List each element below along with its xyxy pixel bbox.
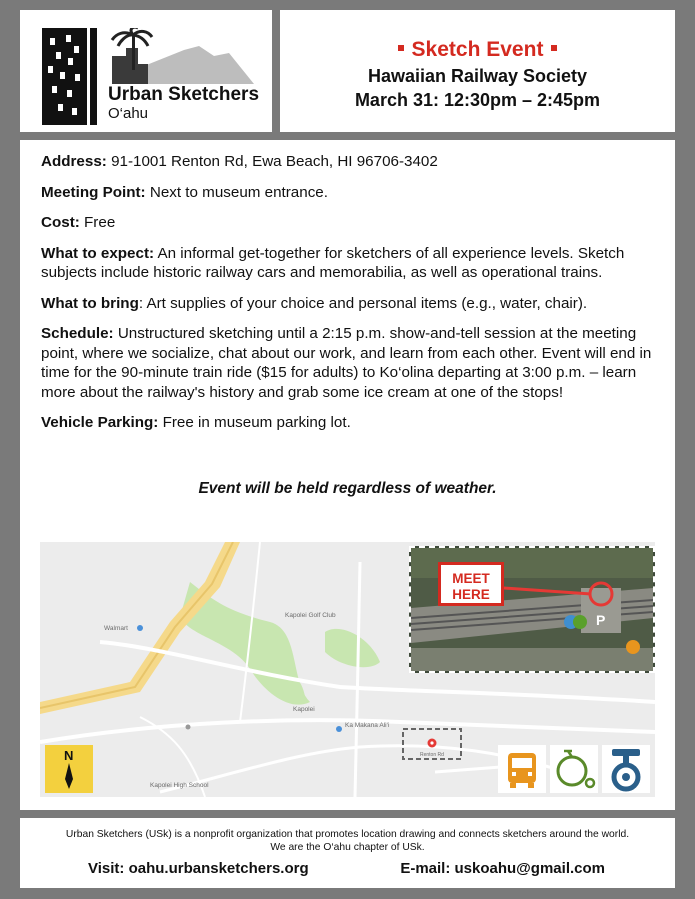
detail-meeting-point: Meeting Point: Next to museum entrance. (41, 183, 328, 201)
website-link[interactable]: Visit: oahu.urbansketchers.org (88, 860, 309, 877)
detail-cost: Cost: Free (41, 214, 116, 231)
meet-here-label: MEET HERE (438, 562, 504, 606)
map-label-renton: Renton Rd (420, 752, 444, 758)
detail-vehicle-parking: Vehicle Parking: Free in museum parking lot. (41, 414, 351, 431)
detail-what-to-expect: What to expect: An informal get-together for sketchers of all experience levels. Sketch subjects include historic railway cars and memorabilia, as well as operational trains. (41, 244, 625, 281)
map-label-ka-makana: Ka Makana Ali‘i (345, 722, 390, 729)
weather-note: Event will be held regardless of weather. (198, 480, 497, 497)
map-label-golf: Kapolei Golf Club (285, 612, 336, 619)
event-label-text: Sketch Event (411, 38, 544, 61)
title-panel (280, 10, 675, 132)
compass-icon: N (45, 745, 93, 793)
footer-links (20, 860, 675, 877)
event-organization: Hawaiian Railway Society (367, 66, 588, 86)
location-map (40, 542, 655, 797)
skyline-palm-icon (104, 28, 254, 84)
map-label-kapolei: Kapolei (293, 706, 315, 713)
bicycle-icon (550, 745, 598, 793)
logo-building-icon (42, 28, 87, 125)
main-panel (20, 140, 675, 810)
unicycle-icon (602, 745, 650, 793)
event-label (280, 38, 675, 62)
map-label-high-school: Kapolei High School (150, 782, 209, 789)
map-label-walmart: Walmart (104, 625, 128, 632)
footer-panel (20, 818, 675, 888)
bus-icon (498, 745, 546, 793)
logo-panel (20, 10, 272, 132)
detail-what-to-bring: What to bring: Art supplies of your choice and personal items (e.g., water, chair). (41, 294, 588, 312)
email-link[interactable]: E-mail: uskoahu@gmail.com (400, 860, 605, 877)
parking-icon: P (596, 612, 606, 628)
footer-about: Urban Sketchers (USk) is a nonprofit organization that promotes location drawing and connects sketchers around the world. We are the O‘ahu chapter of USk. (65, 829, 630, 853)
detail-schedule: Schedule: Unstructured sketching until a 2:15 p.m. show-and-tell session at the meeting point, where we socialize, chat about our work, and learn from each other. Event will end in time for the 90-minute train ride ($15 for adults) to Ko‘olina departing at 3:00 p.m. – learn more about the railway's history and grab some ice cream at one of the stops! (41, 325, 652, 401)
logo-subtitle: O‘ahu (108, 105, 149, 122)
event-date-time: March 31: 12:30pm – 2:45pm (354, 90, 601, 110)
event-details (41, 152, 661, 444)
logo-divider (90, 28, 97, 125)
bullet-square-icon (551, 45, 557, 51)
aerial-inset (409, 546, 655, 673)
bullet-square-icon (398, 45, 404, 51)
detail-address: Address: 91-1001 Renton Rd, Ewa Beach, HI 96706-3402 (41, 153, 438, 170)
logo-title: Urban Sketchers (108, 84, 260, 105)
